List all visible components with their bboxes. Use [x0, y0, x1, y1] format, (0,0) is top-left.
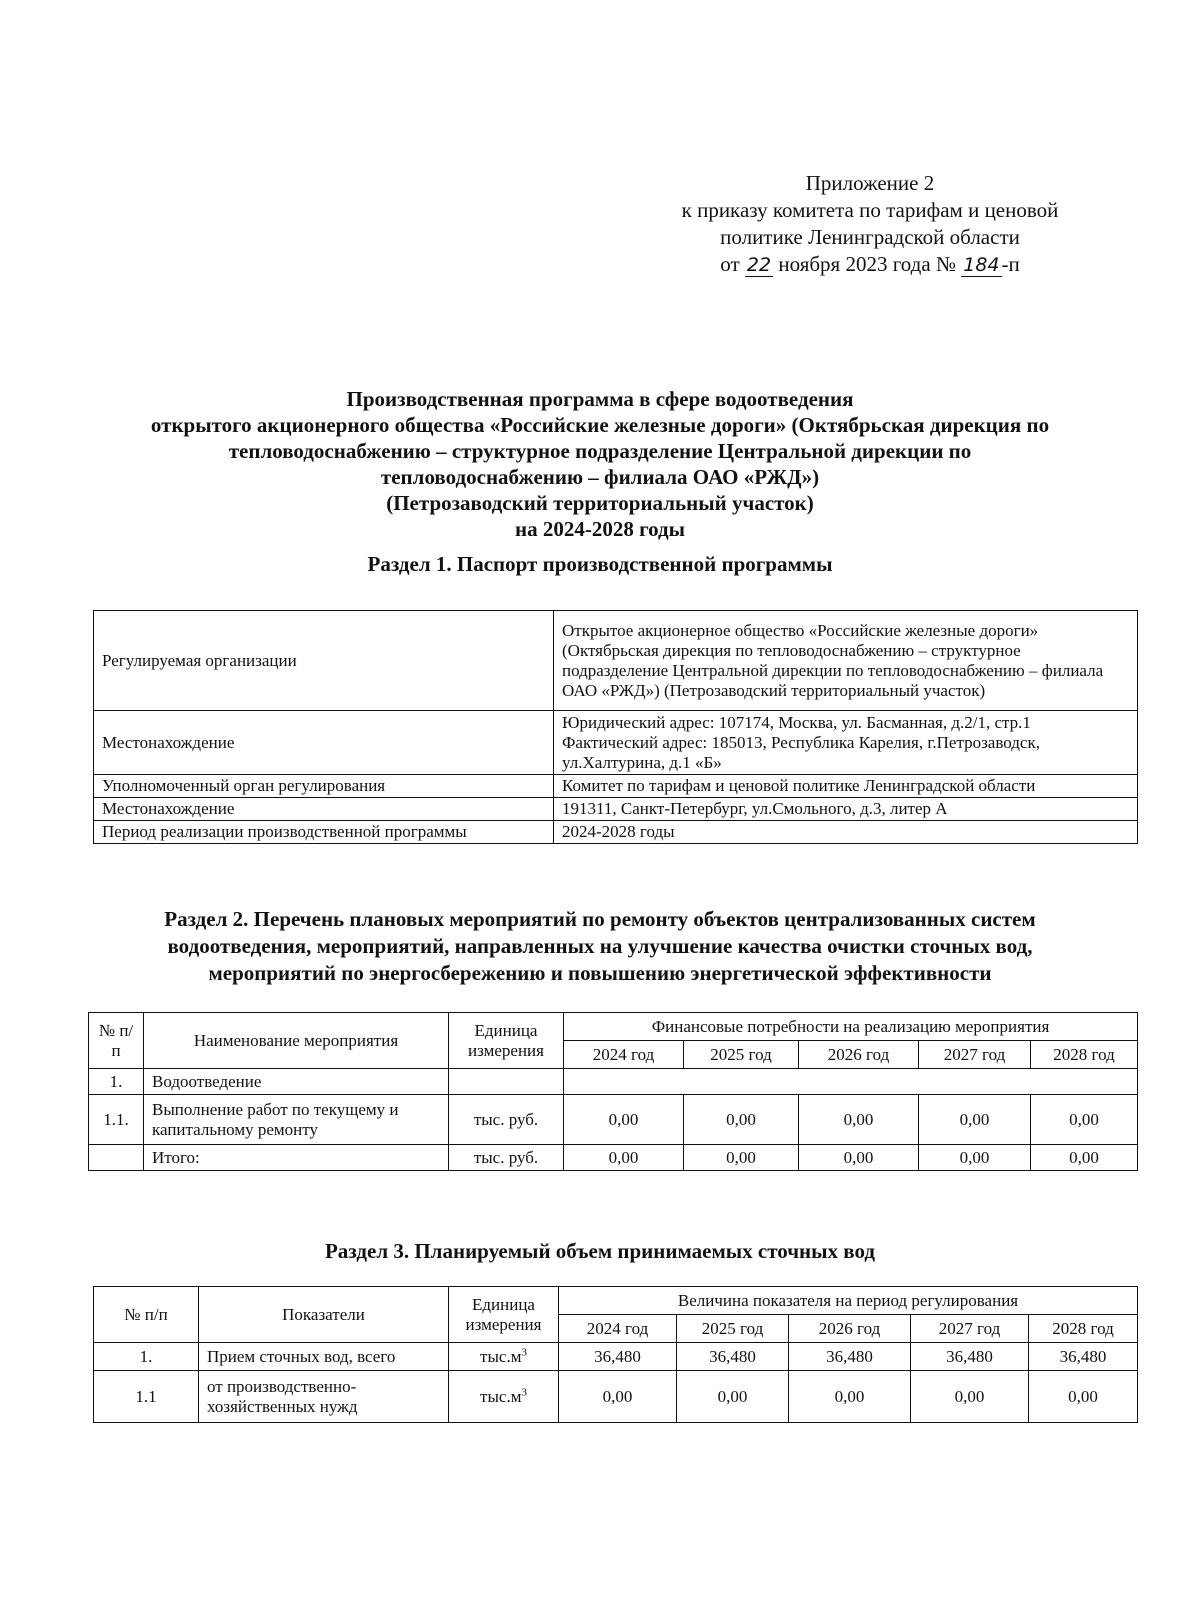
value-cell: 0,00	[789, 1371, 911, 1423]
value-cell: 0,00	[1031, 1145, 1138, 1171]
passport-value: 191311, Санкт-Петербург, ул.Смольного, д.3, литер А	[554, 798, 1138, 821]
row-unit: тыс. руб.	[449, 1145, 564, 1171]
year-header: 2026 год	[799, 1041, 919, 1069]
document-title	[60, 386, 1140, 542]
passport-label: Регулируемая организации	[94, 611, 554, 711]
table-header-row	[89, 1013, 1138, 1041]
title-line: (Петрозаводский территориальный участок)	[386, 491, 814, 515]
legal-address: Юридический адрес: 107174, Москва, ул. Басманная, д.2/1, стр.1	[562, 712, 1031, 732]
col-header-name: Наименование мероприятия	[144, 1013, 449, 1069]
row-num: 1.	[89, 1069, 144, 1095]
row-unit	[449, 1371, 559, 1423]
row-num: 1.	[94, 1343, 199, 1371]
value-cell: 0,00	[684, 1095, 799, 1145]
year-header: 2028 год	[1031, 1041, 1138, 1069]
section1-heading-text: Раздел 1. Паспорт производственной программы	[367, 552, 833, 576]
col-header-unit: Единица измерения	[449, 1013, 564, 1069]
title-line: открытого акционерного общества «Российские железные дороги» (Октябрьская дирекция по	[150, 413, 1050, 437]
handwritten-day: 22	[746, 254, 772, 276]
empty-cell	[564, 1069, 1138, 1095]
value-cell: 0,00	[911, 1371, 1029, 1423]
year-header: 2025 год	[684, 1041, 799, 1069]
passport-table	[93, 610, 1138, 844]
value-cell: 0,00	[1031, 1095, 1138, 1145]
section3-heading	[60, 1238, 1140, 1265]
value-cell: 0,00	[1029, 1371, 1138, 1423]
passport-value	[554, 711, 1138, 775]
section2-heading-line: водоотведения, мероприятий, направленных на улучшение качества очистки сточных вод,	[167, 934, 1033, 958]
value-cell: 0,00	[564, 1145, 684, 1171]
unit-base: тыс.м	[480, 1346, 522, 1366]
table-row	[94, 611, 1138, 711]
passport-value: Комитет по тарифам и ценовой политике Ленинградской области	[554, 775, 1138, 798]
passport-label: Период реализации производственной программы	[94, 821, 554, 844]
passport-label: Местонахождение	[94, 711, 554, 775]
year-header: 2026 год	[789, 1315, 911, 1343]
date-month-year: ноября 2023 года №	[778, 252, 956, 276]
section1-heading	[60, 551, 1140, 578]
row-name: Водоотведение	[144, 1069, 449, 1095]
row-num: 1.1.	[89, 1095, 144, 1145]
col-header-unit: Единица измерения	[449, 1287, 559, 1343]
passport-value: Открытое акционерное общество «Российские железные дороги» (Октябрьская дирекция по тепловодоснабжению – структурное подразделение Центральной дирекции по тепловодоснабжению – филиала ОАО «РЖД») (Петрозаводский территориальный участок)	[554, 611, 1138, 711]
title-line: Производственная программа в сфере водоотведения	[346, 387, 854, 411]
value-cell: 36,480	[559, 1343, 677, 1371]
year-header: 2027 год	[911, 1315, 1029, 1343]
value-cell: 36,480	[789, 1343, 911, 1371]
value-cell: 0,00	[684, 1145, 799, 1171]
section2-heading-line: мероприятий по энергосбережению и повышению энергетической эффективности	[208, 961, 992, 985]
year-header: 2024 год	[559, 1315, 677, 1343]
passport-label: Местонахождение	[94, 798, 554, 821]
wastewater-volume-table	[93, 1286, 1138, 1423]
handwritten-order-number: 184	[963, 254, 1000, 276]
empty-cell	[449, 1069, 564, 1095]
passport-value: 2024-2028 годы	[554, 821, 1138, 844]
title-line: тепловодоснабжению – филиала ОАО «РЖД»)	[380, 465, 820, 489]
actual-address: Фактический адрес: 185013, Республика Карелия, г.Петрозаводск, ул.Халтурина, д.1 «Б»	[562, 732, 1040, 772]
unit-base: тыс.м	[480, 1386, 522, 1406]
value-cell: 0,00	[677, 1371, 789, 1423]
table-row	[94, 1371, 1138, 1423]
row-name: от производственно-хозяйственных нужд	[199, 1371, 449, 1423]
value-cell: 36,480	[911, 1343, 1029, 1371]
order-date-line	[600, 251, 1140, 279]
col-header-num: № п/п	[89, 1013, 144, 1069]
row-name: Прием сточных вод, всего	[199, 1343, 449, 1371]
table-row	[89, 1069, 1138, 1095]
row-name: Выполнение работ по текущему и капитальному ремонту	[144, 1095, 449, 1145]
appendix-line: политике Ленинградской области	[720, 225, 1020, 249]
value-cell: 0,00	[559, 1371, 677, 1423]
row-unit: тыс. руб.	[449, 1095, 564, 1145]
table-row	[94, 775, 1138, 798]
value-cell: 36,480	[677, 1343, 789, 1371]
measures-table	[88, 1012, 1138, 1171]
order-suffix: -п	[1001, 252, 1020, 276]
value-cell: 0,00	[799, 1145, 919, 1171]
section3-heading-text: Раздел 3. Планируемый объем принимаемых сточных вод	[324, 1239, 876, 1263]
value-cell: 0,00	[919, 1145, 1031, 1171]
row-num: 1.1	[94, 1371, 199, 1423]
title-line: на 2024-2028 годы	[514, 517, 686, 541]
unit-sup: 3	[521, 1385, 527, 1398]
row-unit	[449, 1343, 559, 1371]
col-header-num: № п/п	[94, 1287, 199, 1343]
passport-label: Уполномоченный орган регулирования	[94, 775, 554, 798]
row-name: Итого:	[144, 1145, 449, 1171]
table-row	[94, 821, 1138, 844]
value-cell: 36,480	[1029, 1343, 1138, 1371]
year-header: 2028 год	[1029, 1315, 1138, 1343]
section2-heading-line: Раздел 2. Перечень плановых мероприятий по ремонту объектов централизованных систем	[164, 907, 1036, 931]
value-cell: 0,00	[799, 1095, 919, 1145]
section2-heading	[60, 906, 1140, 987]
value-cell: 0,00	[564, 1095, 684, 1145]
appendix-line: к приказу комитета по тарифам и ценовой	[681, 198, 1059, 222]
table-header-row	[94, 1287, 1138, 1315]
table-row	[94, 1343, 1138, 1371]
table-row	[89, 1145, 1138, 1171]
year-header: 2024 год	[564, 1041, 684, 1069]
appendix-title: Приложение 2	[805, 171, 935, 195]
col-header-group: Финансовые потребности на реализацию мероприятия	[564, 1013, 1138, 1041]
row-num	[89, 1145, 144, 1171]
value-cell: 0,00	[919, 1095, 1031, 1145]
table-row	[94, 798, 1138, 821]
col-header-name: Показатели	[199, 1287, 449, 1343]
table-row	[94, 711, 1138, 775]
year-header: 2025 год	[677, 1315, 789, 1343]
date-prefix: от	[720, 252, 740, 276]
year-header: 2027 год	[919, 1041, 1031, 1069]
unit-sup: 3	[521, 1345, 527, 1358]
table-row	[89, 1095, 1138, 1145]
col-header-group: Величина показателя на период регулирования	[559, 1287, 1138, 1315]
appendix-header	[600, 170, 1140, 279]
title-line: тепловодоснабжению – структурное подразделение Центральной дирекции по	[228, 439, 972, 463]
